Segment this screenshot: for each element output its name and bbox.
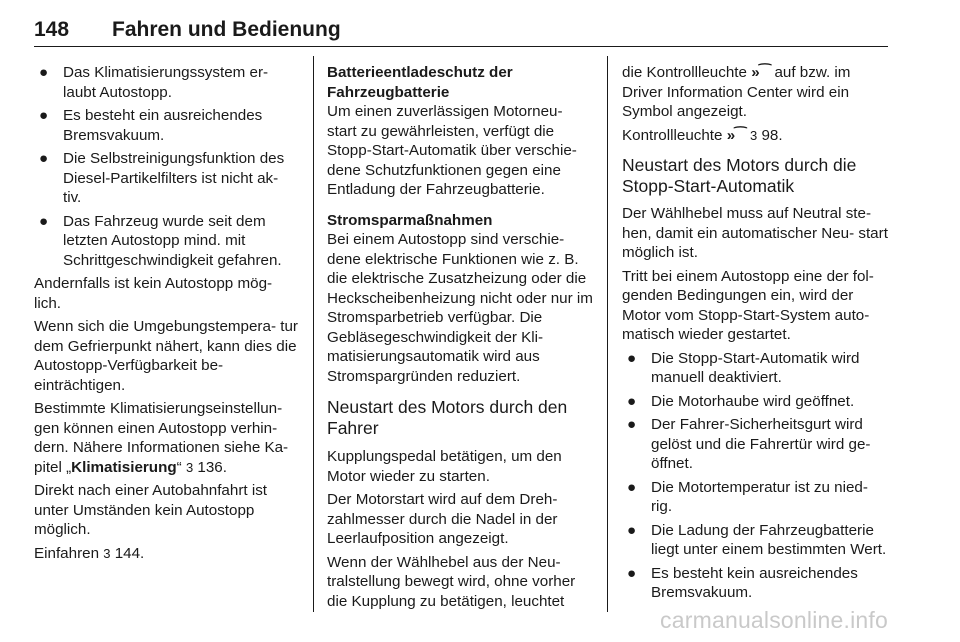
page-header [34, 14, 888, 47]
subheading: Batterieentladeschutz der Fahrzeugbatterie [327, 64, 513, 101]
paragraph: Der Wählhebel muss auf Neutral ste- hen, damit ein automatischer Neu- start möglich ist. [622, 205, 888, 261]
column-1 [34, 63, 298, 567]
bullet-icon: ● [627, 521, 637, 539]
reference-arrow-icon: 3 [185, 459, 194, 475]
paragraph: Um einen zuverlässigen Motorneu- start zu gewährleisten, verfügt die Stopp-Start-Automatik über verschie- dene Schutzfunktionen gegen eine Entladung der Fahrzeugbatterie. [327, 103, 577, 198]
list-item: ● Das Fahrzeug wurde seit dem letzten Autostopp mind. mit Schrittgeschwindigkeit gefahren. [39, 212, 282, 269]
cross-reference-link[interactable]: Klimatisierung [71, 458, 177, 476]
column-3 [622, 63, 890, 607]
list-item: ● Die Selbstreinigungsfunktion des Diesel-Partikelfilters ist nicht ak- tiv. [39, 150, 285, 206]
watermark: carmanualsonline.info [660, 607, 888, 633]
bullet-icon: ● [627, 478, 637, 496]
bullet-icon: ● [627, 349, 637, 367]
section-heading: Neustart des Motors durch die Stopp-Start-Automatik [622, 155, 857, 196]
bullet-icon: ● [627, 416, 637, 433]
page-reference[interactable]: 98. [761, 126, 783, 144]
page-reference[interactable]: 144. [114, 544, 145, 562]
bullet-icon: ● [627, 564, 637, 582]
list-item: ● Der Fahrer-Sicherheitsgurt wird gelöst und die Fahrertür wird ge- öffnet. [627, 416, 871, 472]
paragraph: Wenn der Wählhebel aus der Neu- tralstellung bewegt wird, ohne vorher die Kupplung zu betätigen, leuchtet [327, 553, 576, 610]
paragraph: Kontrollleuchte »⁀ 3 98. [622, 126, 783, 144]
bullet-icon: ● [39, 107, 49, 124]
paragraph: Bestimmte Klimatisierungseinstellun- gen können einen Autostopp verhin- dern. Nähere Informationen siehe Ka- pitel „Klimatisierung“ 3 136. [34, 400, 289, 476]
list-item: ● Es besteht kein ausreichendes Bremsvakuum. [627, 564, 858, 601]
page-reference[interactable]: 136. [197, 458, 227, 476]
power-saving-block [327, 211, 595, 387]
list-item: ● Die Ladung der Fahrzeugbatterie liegt unter einem bestimmten Wert. [627, 521, 887, 558]
bullet-icon: ● [627, 392, 637, 410]
subheading: Stromsparmaßnahmen [327, 211, 493, 229]
paragraph: Kupplungspedal betätigen, um den Motor wieder zu starten. [327, 448, 562, 485]
paragraph: Tritt bei einem Autostopp eine der fol- genden Bedingungen ein, wird der Motor vom Stopp-Start-System auto- matisch wieder gestartet. [622, 267, 874, 343]
restart-condition-list [622, 349, 890, 603]
bullet-icon: ● [39, 64, 49, 81]
page-number: 148 [34, 18, 70, 41]
list-item: ● Es besteht ein ausreichendes Bremsvakuum. [39, 107, 263, 144]
list-item: ● Die Stopp-Start-Automatik wird manuell deaktiviert. [627, 349, 860, 386]
paragraph: Andernfalls ist kein Autostopp mög- lich. [34, 275, 273, 312]
bullet-icon: ● [39, 150, 49, 167]
paragraph: Der Motorstart wird auf dem Dreh- zahlmesser durch die Nadel in der Leerlaufposition angezeigt. [327, 491, 558, 547]
paragraph: Direkt nach einer Autobahnfahrt ist unter Umständen kein Autostopp möglich. [34, 482, 268, 538]
stop-start-telltale-icon: »⁀ [751, 64, 771, 81]
paragraph: die Kontrollleuchte »⁀ auf bzw. im Driver Information Center wird ein Symbol angezeigt. [622, 64, 851, 120]
reference-arrow-icon: 3 [103, 545, 111, 561]
reference-arrow-icon: 3 [749, 127, 758, 143]
section-title: Fahren und Bedienung [112, 18, 341, 41]
column-2 [327, 63, 595, 615]
condition-list [34, 63, 298, 270]
paragraph: Einfahren 3 144. [34, 544, 145, 562]
paragraph: Wenn sich die Umgebungstempera- tur dem Gefrierpunkt nähert, kann dies die Autostopp-Verfügbarkeit be- einträchtigen. [34, 318, 298, 394]
list-item: ● Die Motorhaube wird geöffnet. [627, 392, 855, 410]
battery-protection-block [327, 63, 595, 200]
list-item: ● Das Klimatisierungssystem er- laubt Autostopp. [39, 64, 269, 101]
paragraph: Bei einem Autostopp sind verschie- dene elektrische Funktionen wie z. B. die elektrische Zusatzheizung oder die Heckscheibenheizung nicht oder nur im Stromsparbetrieb verfügbar. Die Gebläsegeschwindigkeit der Kli- matisierungsautomatik wird aus Stromspargründen reduziert. [327, 231, 593, 385]
bullet-icon: ● [39, 212, 49, 230]
column-divider [607, 56, 608, 612]
section-heading: Neustart des Motors durch den Fahrer [327, 397, 568, 438]
stop-start-telltale-icon: »⁀ [726, 126, 746, 144]
column-divider [313, 56, 314, 612]
list-item: ● Die Motortemperatur ist zu nied- rig. [627, 478, 868, 515]
